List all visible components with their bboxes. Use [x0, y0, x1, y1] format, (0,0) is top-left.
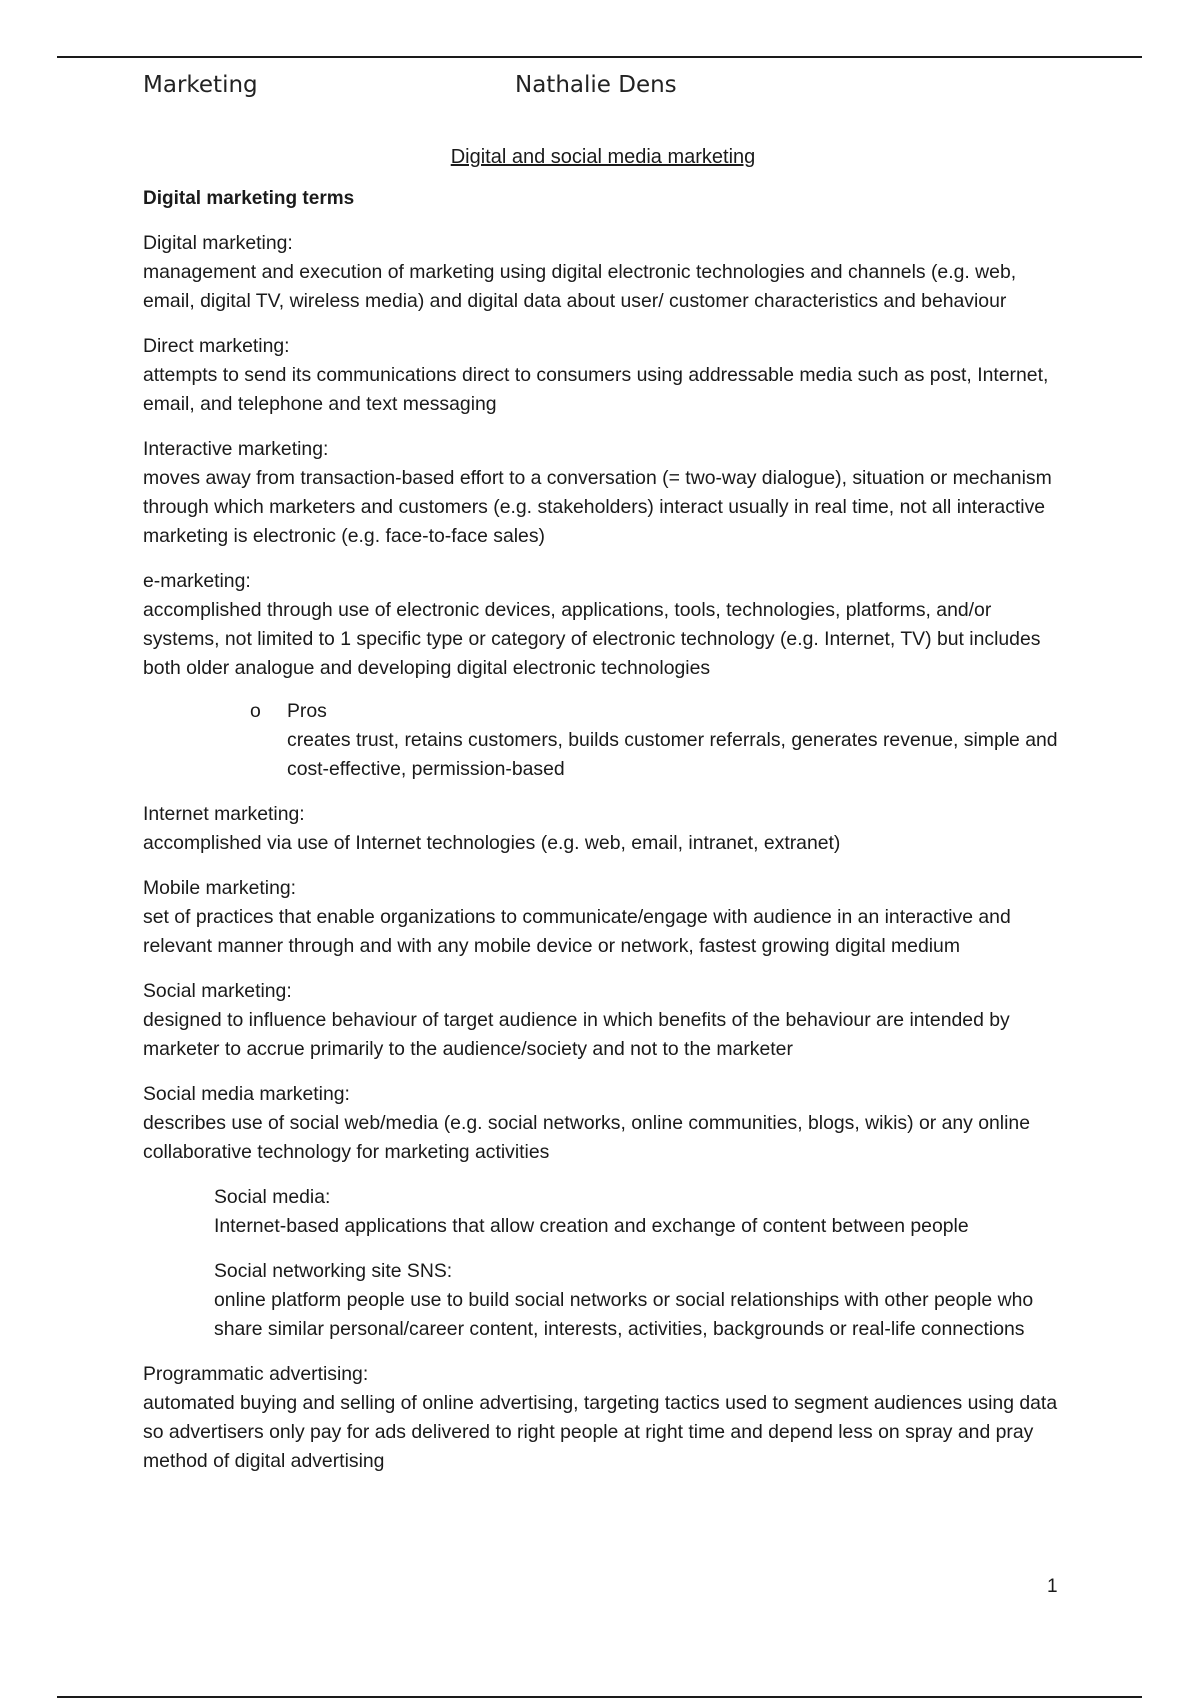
term-definition: accomplished via use of Internet technologies (e.g. web, email, intranet, extranet)	[143, 832, 841, 854]
term-definition: attempts to send its communications direct to consumers using addressable media such as post, Internet, email, and telephone and text messaging	[143, 364, 1049, 415]
term-name: Social marketing:	[143, 980, 292, 1002]
term-name: Programmatic advertising:	[143, 1363, 369, 1385]
subterm-social-media	[214, 1183, 1063, 1241]
section-heading: Digital marketing terms	[143, 188, 355, 209]
term-programmatic-advertising	[143, 1360, 1063, 1476]
term-definition: accomplished through use of electronic devices, applications, tools, technologies, platforms, and/or systems, not limited to 1 specific type or category of electronic technology (e.g. Internet, TV) but includes both older analogue and developing digital electronic technologies	[143, 599, 1041, 679]
term-definition: management and execution of marketing using digital electronic technologies and channels (e.g. web, email, digital TV, wireless media) and digital data about user/ customer characteristics and behaviour	[143, 261, 1017, 312]
page-header	[143, 60, 1063, 110]
term-mobile-marketing	[143, 874, 1063, 961]
term-definition: automated buying and selling of online advertising, targeting tactics used to segment audiences using data so advertisers only pay for ads delivered to right people at right time and depend less on spray and pray method of digital advertising	[143, 1392, 1058, 1472]
term-name: Digital marketing:	[143, 232, 293, 254]
footer-rule	[57, 1696, 1142, 1698]
term-definition: set of practices that enable organizations to communicate/engage with audience in an interactive and relevant manner through and with any mobile device or network, fastest growing digital medium	[143, 906, 1011, 957]
term-name: Social media:	[214, 1186, 331, 1208]
term-definition: moves away from transaction-based effort to a conversation (= two-way dialogue), situation or mechanism through which marketers and customers (e.g. stakeholders) interact usually in real time, not all interactive marketing is electronic (e.g. face-to-face sales)	[143, 467, 1052, 547]
document-page	[143, 60, 1063, 1492]
term-name: Social networking site SNS:	[214, 1260, 453, 1282]
pros-list-item	[250, 697, 1063, 784]
term-direct-marketing	[143, 332, 1063, 419]
term-name: Internet marketing:	[143, 803, 305, 825]
term-name: Direct marketing:	[143, 335, 290, 357]
header-author: Nathalie Dens	[515, 72, 677, 98]
term-definition: designed to influence behaviour of target audience in which benefits of the behaviour are intended by marketer to accrue primarily to the audience/society and not to the marketer	[143, 1009, 1010, 1060]
term-interactive-marketing	[143, 435, 1063, 551]
term-definition: Internet-based applications that allow creation and exchange of content between people	[214, 1215, 969, 1237]
bullet-marker: o	[250, 700, 261, 722]
term-social-marketing	[143, 977, 1063, 1064]
term-social-media-marketing	[143, 1080, 1063, 1167]
term-e-marketing	[143, 567, 1063, 683]
pros-text: creates trust, retains customers, builds customer referrals, generates revenue, simple and cost-effective, permission-based	[287, 729, 1058, 780]
term-name: e-marketing:	[143, 570, 251, 592]
header-rule	[57, 56, 1142, 58]
document-title: Digital and social media marketing	[450, 146, 756, 168]
pros-label: Pros	[287, 700, 327, 722]
term-digital-marketing	[143, 229, 1063, 316]
subterm-social-networking-site	[214, 1257, 1063, 1344]
term-name: Social media marketing:	[143, 1083, 350, 1105]
term-internet-marketing	[143, 800, 1063, 858]
term-definition: describes use of social web/media (e.g. social networks, online communities, blogs, wikis) or any online collaborative technology for marketing activities	[143, 1112, 1030, 1163]
header-course: Marketing	[143, 72, 258, 98]
term-name: Mobile marketing:	[143, 877, 297, 899]
term-name: Interactive marketing:	[143, 438, 329, 460]
term-definition: online platform people use to build social networks or social relationships with other people who share similar personal/career content, interests, activities, backgrounds or real-life connections	[214, 1289, 1034, 1340]
page-number: 1	[1047, 1576, 1058, 1597]
